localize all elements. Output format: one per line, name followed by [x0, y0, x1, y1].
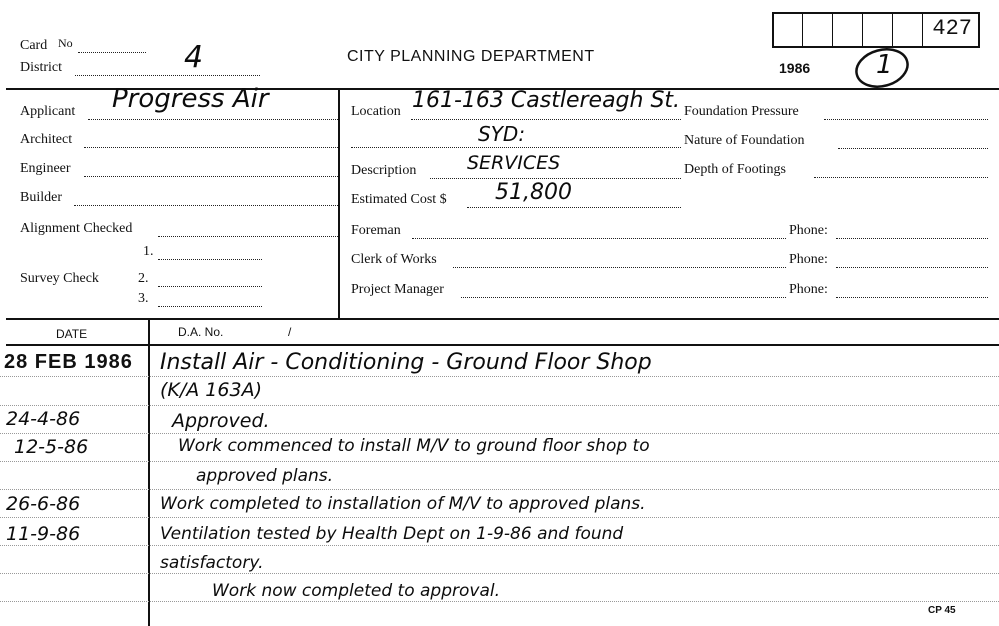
log-entry-text: (K/A 163A) — [160, 379, 262, 401]
foreman-phone-label: Phone: — [789, 223, 828, 238]
foreman-label: Foreman — [351, 223, 401, 238]
estimated-cost-label: Estimated Cost $ — [351, 192, 447, 207]
log-entry-text: approved plans. — [196, 466, 334, 486]
applicant-value: Progress Air — [112, 84, 269, 114]
card-number-value: No — [58, 36, 73, 50]
log-entry-date: 24-4-86 — [6, 408, 81, 430]
builder-label: Builder — [20, 190, 62, 205]
log-entry-date: 12-5-86 — [14, 436, 89, 458]
survey-check-2: 2. — [138, 271, 149, 286]
engineer-label: Engineer — [20, 161, 71, 176]
estimated-cost-value: 51,800 — [495, 180, 572, 205]
card-label: Card — [20, 38, 48, 53]
circled-number: 1 — [876, 50, 893, 80]
log-entry-text: Work commenced to install M/V to ground floor shop to — [178, 436, 650, 456]
da-number-value: / — [288, 325, 292, 339]
project-manager-label: Project Manager — [351, 282, 444, 297]
survey-check-label: Survey Check — [20, 271, 99, 286]
form-code: CP 45 — [928, 605, 956, 616]
foundation-pressure-label: Foundation Pressure — [684, 104, 799, 119]
description-label: Description — [351, 163, 417, 178]
location-value: 161-163 Castlereagh St. — [412, 88, 681, 113]
log-entry-date: 11-9-86 — [6, 523, 81, 545]
log-entry-text: Work completed to installation of M/V to approved plans. — [160, 494, 646, 514]
district-label: District — [20, 60, 62, 75]
alignment-checked-label: Alignment Checked — [20, 221, 133, 236]
clerk-phone-label: Phone: — [789, 252, 828, 267]
log-entry-text: Ventilation tested by Health Dept on 1-9-86 and found — [160, 524, 624, 544]
log-header-divider — [6, 344, 999, 346]
applicant-label: Applicant — [20, 104, 76, 119]
log-entry-text: Approved. — [172, 410, 270, 432]
log-entry-text: Install Air - Conditioning - Ground Floor Shop — [160, 350, 652, 375]
date-column-divider — [148, 318, 150, 626]
nature-of-foundation-label: Nature of Foundation — [684, 133, 805, 148]
survey-check-3: 3. — [138, 291, 149, 306]
log-entry-date: 26-6-86 — [6, 493, 81, 515]
card-number-box — [772, 12, 980, 48]
clerk-of-works-label: Clerk of Works — [351, 252, 437, 267]
log-entry-text: satisfactory. — [160, 553, 264, 573]
pm-phone-label: Phone: — [789, 282, 828, 297]
date-column-header: DATE — [56, 327, 88, 341]
left-column-divider — [338, 88, 340, 318]
log-entry-date: 28 FEB 1986 — [4, 351, 133, 373]
description-value: SERVICES — [467, 152, 561, 174]
survey-check-1: 1. — [143, 244, 154, 259]
architect-label: Architect — [20, 132, 73, 147]
year: 1986 — [779, 60, 811, 76]
location-label: Location — [351, 104, 401, 119]
card-number: 427 — [932, 16, 972, 41]
department-title: CITY PLANNING DEPARTMENT — [347, 48, 595, 65]
district-value: 4 — [184, 40, 204, 75]
da-number-label: D.A. No. — [178, 325, 224, 339]
log-entry-text: Work now completed to approval. — [212, 581, 500, 601]
location-value-line2: SYD: — [478, 122, 526, 146]
depth-of-footings-label: Depth of Footings — [684, 162, 786, 177]
log-divider — [6, 318, 999, 320]
